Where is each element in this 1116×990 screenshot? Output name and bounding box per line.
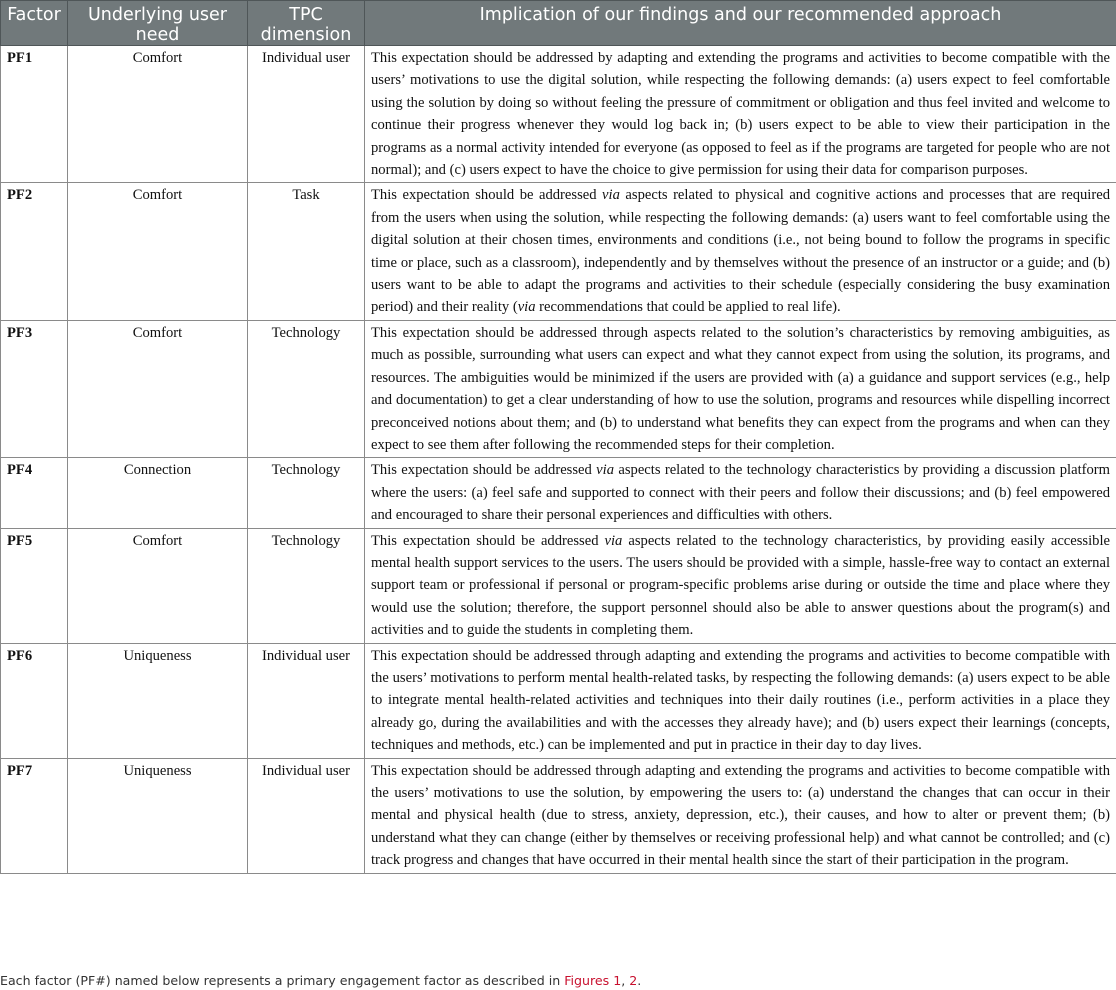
- dimension-cell: Individual user: [248, 758, 365, 873]
- dimension-cell: Technology: [248, 320, 365, 457]
- dimension-cell: Task: [248, 183, 365, 320]
- factor-cell: PF3: [1, 320, 68, 457]
- table-row: [1, 183, 1116, 320]
- factor-cell: PF6: [1, 643, 68, 758]
- implication-text: recommendations that could be applied to real life).: [535, 299, 841, 316]
- implication-text: This expectation should be addressed through adapting and extending the programs and activities to become compatible with the users’ motivations to perform mental health-related tasks, by respecting the following demands: (a) users expect to be able to integrate mental health-related activities and techniques into their daily routines (i.e., perform activities in a place they already go, during the availabilities and with the accesses they already have); and (b) users expect their learnings (concepts, techniques and methods, etc.) can be implemented and put in practice in their day to day lives.: [371, 647, 1110, 754]
- figure-link[interactable]: 2: [629, 973, 638, 988]
- implication-text: This expectation should be addressed by adapting and extending the programs and activities to become compatible with the users’ motivations to use the digital solution, while respecting the following demands: (a) users expect to feel comfortable using the solution by doing so without feeling the pressure of commitment or obligation and thus feel invited and welcome to continue their progress whenever they would log back in; (b) users expect to be able to view their participation in the programs as a normal activity intended for everyone (as opposed to feel as if the programs are targeted for people who are not normal); and (c) users expect to have the choice to give permission for using their data for comparison purposes.: [371, 50, 1110, 179]
- implication-text: This expectation should be addressed: [371, 187, 603, 204]
- factor-cell: PF5: [1, 528, 68, 643]
- implication-cell: [365, 183, 1116, 320]
- header-implication: Implication of our findings and our recommended approach: [365, 1, 1116, 46]
- need-cell: Comfort: [68, 320, 248, 457]
- dimension-cell: Technology: [248, 528, 365, 643]
- need-cell: Comfort: [68, 183, 248, 320]
- factor-cell: PF7: [1, 758, 68, 873]
- need-cell: Uniqueness: [68, 758, 248, 873]
- table-row: [1, 458, 1116, 528]
- implication-text: aspects related to the technology characteristics by providing a discussion platform where the users: (a) feel safe and supported to connect with their peers and follow their discussions; and (b) feel empowered and encouraged to share their personal experiences and difficulties with others.: [371, 462, 1111, 524]
- factor-cell: PF2: [1, 183, 68, 320]
- implication-italic: via: [604, 532, 623, 549]
- implication-text: aspects related to physical and cognitive actions and processes that are required from the users when using the solution, while respecting the following demands: (a) users want to feel comfortable using the digital solution at their chosen times, environments and conditions (i.e., not being bound to follow the programs in specific time or place, such as a classroom), independently and by themselves without the presence of an instructor or a guide; and (b) users want to be able to adapt the programs and activities to their schedule (especially considering the busy examination period) and their reality (: [371, 187, 1110, 316]
- need-cell: Uniqueness: [68, 643, 248, 758]
- implication-cell: [365, 643, 1116, 758]
- need-cell: Connection: [68, 458, 248, 528]
- implication-text: This expectation should be addressed: [371, 462, 597, 479]
- table-row: [1, 528, 1116, 643]
- implication-text: aspects related to the technology characteristics, by providing easily accessible mental health support services to the users. The users should be provided with a simple, hassle-free way to contact an external support team or professional if personal or program-specific problems arise during or outside the time and place where they would use the solution; therefore, the support personnel should also be able to answer questions about the program(s) and activities and to guide the students in completing them.: [371, 532, 1110, 639]
- table-row: [1, 320, 1116, 457]
- implication-cell: [365, 320, 1116, 457]
- dimension-cell: Technology: [248, 458, 365, 528]
- dimension-cell: Individual user: [248, 643, 365, 758]
- need-cell: Comfort: [68, 528, 248, 643]
- header-underlying-need: Underlying user need: [68, 1, 248, 46]
- table-footnote: [0, 973, 641, 988]
- footnote-separator: ,: [621, 973, 630, 988]
- table-row: [1, 46, 1116, 183]
- implication-cell: [365, 758, 1116, 873]
- implication-italic: via: [602, 187, 620, 204]
- footnote-end: .: [637, 973, 642, 988]
- footnote-text: Each factor (PF#) named below represents a primary engagement factor as described in: [0, 973, 565, 988]
- need-cell: Comfort: [68, 46, 248, 183]
- dimension-cell: Individual user: [248, 46, 365, 183]
- implication-text: This expectation should be addressed through adapting and extending the programs and activities to become compatible with the users’ motivations to use the solution, by empowering the users to: (a) understand the changes that can occur in their mental and physical health (due to stress, anxiety, depression, etc.), their causes, and how to alter or prevent them; (b) understand what they can change (either by themselves or receiving professional help) and what cannot be controlled; and (c) track progress and changes that have occurred in their mental health since the start of their participation in the program.: [371, 762, 1110, 869]
- implication-italic: via: [517, 299, 536, 316]
- implication-cell: [365, 458, 1116, 528]
- table-row: [1, 643, 1116, 758]
- implication-cell: [365, 528, 1116, 643]
- table-row: [1, 758, 1116, 873]
- factor-cell: PF4: [1, 458, 68, 528]
- header-factor: Factor: [1, 1, 68, 46]
- header-tpc-dimension: TPC dimension: [248, 1, 365, 46]
- implication-text: This expectation should be addressed: [371, 532, 605, 549]
- implication-text: This expectation should be addressed through aspects related to the solution’s characteristics by removing ambiguities, as much as possible, surrounding what users can expect and what they cannot expect from using the solution, its programs, and resources. The ambiguities would be minimized if the users are provided with (a) a guidance and support services (e.g., help and documentation) to get a clear understanding of how to use the solution, programs and resources while dispelling incorrect preconceived notions about them; and (b) to understand what benefits they can expect from the programs and when can they expect to see them after following the recommended steps for their completion.: [371, 324, 1110, 453]
- implication-italic: via: [596, 462, 615, 479]
- table-header-row: [1, 1, 1116, 46]
- factor-cell: PF1: [1, 46, 68, 183]
- figure-link[interactable]: Figures 1: [564, 973, 622, 988]
- implication-cell: [365, 46, 1116, 183]
